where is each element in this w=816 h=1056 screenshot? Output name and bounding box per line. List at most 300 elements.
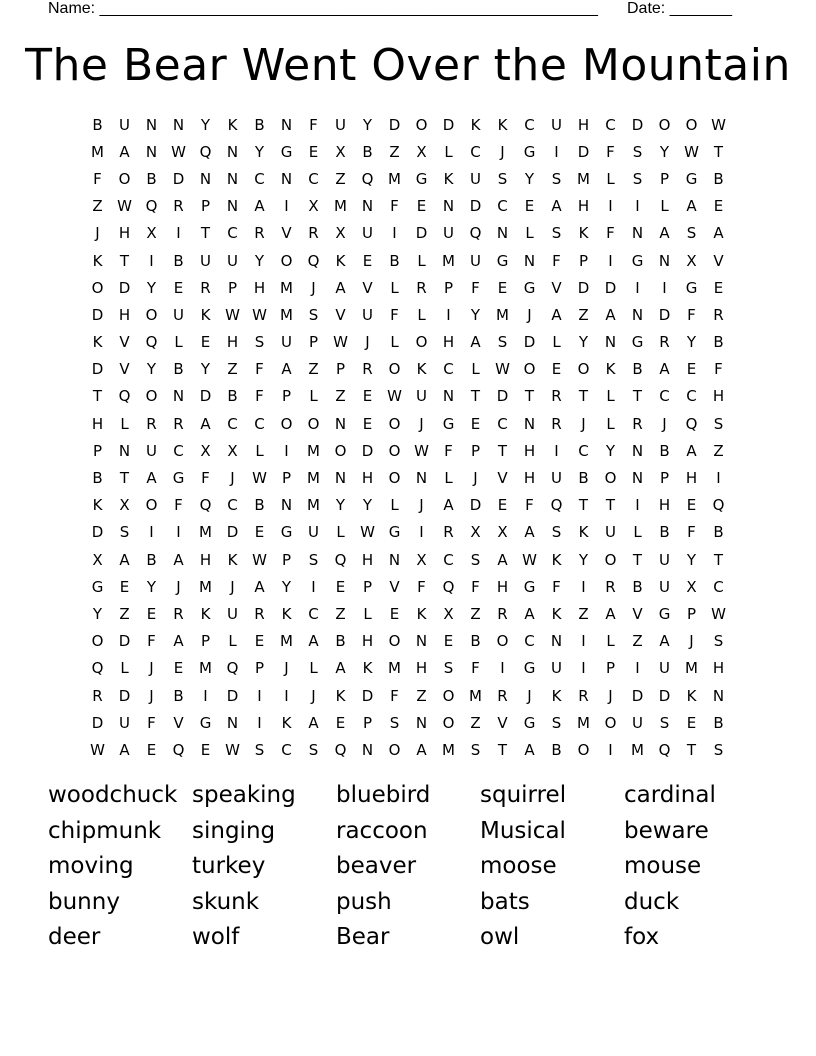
page-title: The Bear Went Over the Mountain bbox=[25, 40, 791, 91]
grid-letter: W bbox=[522, 550, 537, 569]
grid-letter: L bbox=[606, 414, 615, 433]
grid-letter: G bbox=[523, 659, 536, 678]
grid-letter: Y bbox=[578, 550, 589, 569]
grid-letter: I bbox=[635, 278, 640, 297]
grid-row bbox=[84, 437, 732, 464]
grid-letter: Q bbox=[199, 142, 212, 161]
grid-letter: U bbox=[551, 469, 562, 488]
grid-letter: G bbox=[496, 251, 509, 270]
grid-letter: H bbox=[523, 469, 536, 488]
grid-letter: K bbox=[578, 523, 589, 542]
grid-letter: H bbox=[577, 115, 590, 134]
grid-letter: B bbox=[551, 740, 562, 759]
grid-letter: C bbox=[308, 169, 319, 188]
grid-letter: Y bbox=[254, 251, 265, 270]
grid-letter: W bbox=[225, 740, 240, 759]
grid-letter: B bbox=[470, 632, 481, 651]
word-bank-item: wolf bbox=[192, 924, 240, 950]
grid-letter: D bbox=[658, 686, 671, 705]
grid-letter: S bbox=[470, 740, 481, 759]
grid-row bbox=[84, 274, 732, 301]
grid-letter: I bbox=[284, 197, 289, 216]
grid-letter: M bbox=[199, 577, 212, 596]
grid-row bbox=[84, 519, 732, 546]
grid-letter: D bbox=[469, 197, 482, 216]
grid-letter: L bbox=[552, 333, 561, 352]
grid-letter: T bbox=[713, 550, 724, 569]
grid-letter: Z bbox=[470, 713, 481, 732]
grid-letter: B bbox=[713, 169, 724, 188]
grid-letter: B bbox=[659, 523, 670, 542]
grid-letter: D bbox=[361, 686, 374, 705]
word-bank-item: bunny bbox=[48, 888, 120, 915]
grid-letter: M bbox=[199, 659, 212, 678]
grid-letter: J bbox=[230, 577, 235, 596]
grid-letter: I bbox=[608, 251, 613, 270]
grid-letter: K bbox=[227, 115, 238, 134]
grid-letter: N bbox=[631, 441, 644, 460]
grid-letter: X bbox=[686, 577, 697, 596]
grid-row bbox=[84, 492, 732, 519]
grid-letter: A bbox=[416, 740, 427, 759]
grid-letter: E bbox=[389, 604, 400, 623]
grid-letter: I bbox=[203, 686, 208, 705]
grid-letter: G bbox=[685, 278, 698, 297]
grid-letter: R bbox=[200, 278, 211, 297]
header bbox=[48, 0, 748, 20]
grid-letter: L bbox=[363, 604, 372, 623]
grid-letter: N bbox=[172, 387, 185, 406]
grid-letter: Y bbox=[362, 115, 373, 134]
grid-letter: H bbox=[199, 550, 212, 569]
grid-letter: X bbox=[335, 224, 346, 243]
grid-letter: X bbox=[443, 604, 454, 623]
grid-letter: V bbox=[389, 577, 400, 596]
grid-letter: F bbox=[552, 577, 561, 596]
grid-letter: M bbox=[307, 469, 320, 488]
grid-letter: I bbox=[149, 251, 154, 270]
grid-letter: S bbox=[254, 333, 265, 352]
grid-letter: O bbox=[658, 115, 671, 134]
grid-row bbox=[84, 628, 732, 655]
grid-letter: N bbox=[442, 387, 455, 406]
grid-letter: N bbox=[334, 469, 347, 488]
word-bank-item: owl bbox=[480, 924, 520, 950]
grid-letter: S bbox=[659, 713, 670, 732]
word-bank-item: bats bbox=[480, 888, 530, 915]
grid-letter: W bbox=[90, 740, 105, 759]
grid-letter: Z bbox=[335, 169, 346, 188]
grid-letter: Q bbox=[658, 740, 671, 759]
grid-letter: U bbox=[335, 115, 346, 134]
grid-letter: N bbox=[604, 333, 617, 352]
grid-letter: O bbox=[577, 360, 590, 379]
grid-letter: K bbox=[551, 604, 562, 623]
grid-letter: N bbox=[361, 740, 374, 759]
grid-letter: I bbox=[176, 224, 181, 243]
grid-letter: U bbox=[551, 115, 562, 134]
grid-letter: Y bbox=[92, 604, 103, 623]
grid-letter: R bbox=[713, 305, 724, 324]
grid-letter: M bbox=[91, 142, 104, 161]
grid-letter: C bbox=[173, 441, 184, 460]
grid-letter: E bbox=[254, 632, 265, 651]
grid-letter: L bbox=[390, 278, 399, 297]
grid-letter: N bbox=[415, 632, 428, 651]
grid-letter: O bbox=[388, 632, 401, 651]
grid-letter: G bbox=[658, 604, 671, 623]
grid-letter: A bbox=[281, 360, 292, 379]
word-bank-item: Bear bbox=[336, 924, 390, 950]
grid-letter: U bbox=[659, 577, 670, 596]
grid-letter: Z bbox=[335, 604, 346, 623]
grid-letter: Q bbox=[118, 387, 131, 406]
grid-letter: G bbox=[685, 169, 698, 188]
grid-letter: M bbox=[577, 169, 590, 188]
grid-letter: S bbox=[551, 224, 562, 243]
grid-letter: L bbox=[120, 659, 129, 678]
grid-letter: R bbox=[497, 686, 508, 705]
grid-letter: X bbox=[416, 550, 427, 569]
grid-letter: K bbox=[227, 550, 238, 569]
grid-letter: G bbox=[91, 577, 104, 596]
grid-letter: W bbox=[117, 197, 132, 216]
grid-row bbox=[84, 247, 732, 274]
grid-letter: B bbox=[659, 441, 670, 460]
grid-letter: E bbox=[335, 713, 346, 732]
grid-row bbox=[84, 410, 732, 437]
grid-letter: E bbox=[200, 740, 211, 759]
grid-letter: O bbox=[388, 469, 401, 488]
grid-letter: N bbox=[118, 441, 131, 460]
grid-letter: W bbox=[225, 305, 240, 324]
grid-letter: G bbox=[442, 414, 455, 433]
grid-letter: D bbox=[523, 333, 536, 352]
grid-letter: A bbox=[659, 632, 670, 651]
grid-letter: O bbox=[145, 496, 158, 515]
grid-letter: F bbox=[255, 387, 264, 406]
grid-letter: L bbox=[174, 333, 183, 352]
grid-row bbox=[84, 356, 732, 383]
grid-letter: C bbox=[227, 224, 238, 243]
grid-letter: L bbox=[417, 305, 426, 324]
grid-letter: O bbox=[685, 115, 698, 134]
grid-letter: C bbox=[686, 387, 697, 406]
grid-letter: O bbox=[145, 387, 158, 406]
grid-letter: F bbox=[390, 197, 399, 216]
grid-letter: C bbox=[254, 169, 265, 188]
grid-letter: U bbox=[119, 713, 130, 732]
grid-letter: N bbox=[523, 251, 536, 270]
letter-grid bbox=[84, 111, 732, 764]
grid-letter: F bbox=[552, 251, 561, 270]
grid-letter: L bbox=[255, 441, 264, 460]
grid-letter: Y bbox=[578, 333, 589, 352]
grid-letter: N bbox=[658, 251, 671, 270]
grid-letter: I bbox=[581, 577, 586, 596]
grid-letter: K bbox=[92, 251, 103, 270]
grid-letter: H bbox=[712, 659, 725, 678]
grid-letter: Z bbox=[227, 360, 238, 379]
grid-letter: Q bbox=[334, 550, 347, 569]
grid-letter: C bbox=[254, 414, 265, 433]
grid-letter: Z bbox=[335, 387, 346, 406]
grid-letter: M bbox=[577, 713, 590, 732]
grid-letter: K bbox=[92, 333, 103, 352]
grid-letter: W bbox=[333, 333, 348, 352]
grid-letter: K bbox=[416, 360, 427, 379]
grid-letter: Z bbox=[389, 142, 400, 161]
grid-letter: D bbox=[442, 115, 455, 134]
grid-letter: P bbox=[605, 659, 616, 678]
grid-letter: Y bbox=[200, 115, 211, 134]
grid-letter: A bbox=[173, 632, 184, 651]
grid-letter: Y bbox=[686, 550, 697, 569]
grid-letter: O bbox=[442, 686, 455, 705]
grid-letter: L bbox=[390, 333, 399, 352]
grid-letter: K bbox=[443, 169, 454, 188]
grid-letter: T bbox=[578, 387, 589, 406]
grid-letter: T bbox=[119, 469, 130, 488]
grid-letter: O bbox=[280, 251, 293, 270]
grid-letter: D bbox=[91, 713, 104, 732]
grid-letter: E bbox=[146, 604, 157, 623]
grid-letter: L bbox=[309, 387, 318, 406]
grid-letter: P bbox=[308, 333, 319, 352]
grid-letter: E bbox=[686, 496, 697, 515]
grid-letter: S bbox=[632, 169, 643, 188]
grid-letter: R bbox=[605, 577, 616, 596]
grid-letter: B bbox=[713, 523, 724, 542]
grid-letter: F bbox=[471, 577, 480, 596]
word-bank-item: raccoon bbox=[336, 817, 428, 844]
grid-letter: N bbox=[415, 713, 428, 732]
grid-letter: O bbox=[415, 115, 428, 134]
grid-letter: S bbox=[308, 740, 319, 759]
grid-letter: N bbox=[631, 224, 644, 243]
grid-letter: J bbox=[365, 333, 370, 352]
grid-letter: F bbox=[606, 142, 615, 161]
grid-letter: A bbox=[146, 469, 157, 488]
grid-letter: C bbox=[578, 441, 589, 460]
grid-letter: H bbox=[361, 550, 374, 569]
grid-letter: E bbox=[119, 577, 130, 596]
grid-letter: E bbox=[254, 523, 265, 542]
grid-letter: M bbox=[496, 305, 509, 324]
grid-letter: F bbox=[525, 496, 534, 515]
grid-letter: F bbox=[147, 713, 156, 732]
grid-letter: M bbox=[334, 197, 347, 216]
grid-letter: Q bbox=[550, 496, 563, 515]
grid-letter: D bbox=[91, 305, 104, 324]
grid-letter: P bbox=[362, 577, 373, 596]
grid-letter: F bbox=[201, 469, 210, 488]
grid-letter: M bbox=[442, 251, 455, 270]
grid-letter: O bbox=[415, 333, 428, 352]
grid-row bbox=[84, 193, 732, 220]
grid-letter: I bbox=[608, 197, 613, 216]
grid-letter: B bbox=[146, 169, 157, 188]
grid-letter: R bbox=[443, 523, 454, 542]
grid-letter: U bbox=[659, 550, 670, 569]
grid-letter: F bbox=[417, 577, 426, 596]
grid-letter: S bbox=[254, 740, 265, 759]
grid-row bbox=[84, 736, 732, 763]
grid-letter: X bbox=[470, 523, 481, 542]
grid-letter: I bbox=[257, 713, 262, 732]
grid-letter: N bbox=[226, 142, 239, 161]
grid-letter: D bbox=[496, 387, 509, 406]
word-bank-item: beaver bbox=[336, 853, 417, 879]
grid-letter: M bbox=[307, 496, 320, 515]
grid-letter: V bbox=[335, 305, 346, 324]
grid-letter: O bbox=[496, 632, 509, 651]
word-bank-item: Musical bbox=[480, 817, 566, 844]
grid-letter: U bbox=[227, 604, 238, 623]
grid-letter: J bbox=[311, 686, 316, 705]
grid-letter: G bbox=[280, 523, 293, 542]
grid-letter: K bbox=[200, 604, 211, 623]
grid-letter: H bbox=[523, 441, 536, 460]
grid-letter: T bbox=[686, 740, 697, 759]
grid-letter: Q bbox=[91, 659, 104, 678]
grid-letter: D bbox=[604, 278, 617, 297]
grid-letter: A bbox=[524, 523, 535, 542]
grid-letter: G bbox=[415, 169, 428, 188]
grid-letter: C bbox=[443, 360, 454, 379]
grid-letter: E bbox=[146, 740, 157, 759]
grid-letter: I bbox=[716, 469, 721, 488]
grid-letter: N bbox=[226, 197, 239, 216]
grid-letter: O bbox=[388, 414, 401, 433]
grid-letter: H bbox=[118, 305, 131, 324]
grid-letter: W bbox=[171, 142, 186, 161]
grid-letter: B bbox=[227, 387, 238, 406]
grid-letter: G bbox=[172, 469, 185, 488]
grid-letter: F bbox=[606, 224, 615, 243]
grid-letter: R bbox=[146, 414, 157, 433]
grid-letter: I bbox=[581, 632, 586, 651]
grid-letter: L bbox=[120, 414, 129, 433]
grid-letter: Q bbox=[442, 577, 455, 596]
grid-row bbox=[84, 600, 732, 627]
grid-letter: B bbox=[254, 115, 265, 134]
grid-letter: M bbox=[280, 632, 293, 651]
grid-row bbox=[84, 464, 732, 491]
grid-letter: O bbox=[91, 278, 104, 297]
grid-letter: S bbox=[389, 713, 400, 732]
grid-letter: Y bbox=[146, 360, 157, 379]
grid-letter: M bbox=[631, 740, 644, 759]
grid-letter: U bbox=[632, 713, 643, 732]
word-bank-item: cardinal bbox=[624, 782, 716, 808]
grid-letter: G bbox=[523, 142, 536, 161]
grid-letter: L bbox=[471, 360, 480, 379]
grid-letter: N bbox=[145, 142, 158, 161]
grid-letter: B bbox=[92, 115, 103, 134]
grid-letter: G bbox=[631, 333, 644, 352]
grid-letter: D bbox=[577, 278, 590, 297]
grid-letter: P bbox=[227, 278, 238, 297]
grid-letter: J bbox=[500, 142, 505, 161]
grid-letter: A bbox=[308, 632, 319, 651]
grid-letter: K bbox=[335, 686, 346, 705]
grid-letter: E bbox=[335, 577, 346, 596]
grid-letter: V bbox=[551, 278, 562, 297]
grid-letter: D bbox=[361, 441, 374, 460]
grid-letter: S bbox=[551, 169, 562, 188]
grid-letter: R bbox=[254, 224, 265, 243]
grid-letter: O bbox=[280, 414, 293, 433]
grid-letter: E bbox=[686, 713, 697, 732]
grid-letter: L bbox=[606, 387, 615, 406]
grid-letter: V bbox=[362, 278, 373, 297]
grid-letter: E bbox=[551, 360, 562, 379]
grid-letter: T bbox=[605, 496, 616, 515]
grid-letter: U bbox=[362, 224, 373, 243]
grid-letter: A bbox=[605, 604, 616, 623]
grid-letter: I bbox=[608, 740, 613, 759]
grid-letter: I bbox=[446, 305, 451, 324]
grid-letter: M bbox=[388, 659, 401, 678]
grid-letter: B bbox=[173, 360, 184, 379]
grid-letter: F bbox=[471, 278, 480, 297]
grid-letter: H bbox=[415, 659, 428, 678]
grid-letter: M bbox=[442, 740, 455, 759]
word-bank bbox=[48, 778, 768, 956]
grid-letter: S bbox=[632, 142, 643, 161]
grid-letter: N bbox=[631, 305, 644, 324]
grid-letter: J bbox=[311, 278, 316, 297]
grid-letter: S bbox=[443, 659, 454, 678]
grid-letter: D bbox=[118, 278, 131, 297]
grid-letter: X bbox=[227, 441, 238, 460]
grid-letter: Y bbox=[470, 305, 481, 324]
grid-letter: S bbox=[551, 523, 562, 542]
grid-letter: B bbox=[92, 469, 103, 488]
grid-letter: J bbox=[176, 577, 181, 596]
grid-letter: G bbox=[199, 713, 212, 732]
grid-letter: S bbox=[308, 305, 319, 324]
grid-letter: I bbox=[635, 659, 640, 678]
grid-letter: R bbox=[173, 414, 184, 433]
grid-letter: Y bbox=[605, 441, 616, 460]
grid-letter: N bbox=[415, 469, 428, 488]
grid-letter: L bbox=[309, 659, 318, 678]
grid-letter: F bbox=[174, 496, 183, 515]
grid-letter: N bbox=[712, 686, 725, 705]
grid-letter: M bbox=[307, 441, 320, 460]
grid-letter: Y bbox=[335, 496, 346, 515]
grid-letter: S bbox=[713, 740, 724, 759]
grid-letter: N bbox=[334, 414, 347, 433]
grid-letter: Z bbox=[119, 604, 130, 623]
grid-letter: J bbox=[581, 414, 586, 433]
grid-letter: L bbox=[660, 197, 669, 216]
grid-letter: S bbox=[713, 632, 724, 651]
grid-letter: F bbox=[255, 360, 264, 379]
grid-letter: J bbox=[689, 632, 694, 651]
grid-letter: S bbox=[470, 550, 481, 569]
grid-letter: N bbox=[280, 169, 293, 188]
grid-letter: I bbox=[635, 197, 640, 216]
grid-letter: S bbox=[119, 523, 130, 542]
grid-letter: P bbox=[470, 441, 481, 460]
grid-letter: K bbox=[416, 604, 427, 623]
grid-letter: T bbox=[524, 387, 535, 406]
grid-letter: X bbox=[686, 251, 697, 270]
grid-letter: D bbox=[631, 115, 644, 134]
